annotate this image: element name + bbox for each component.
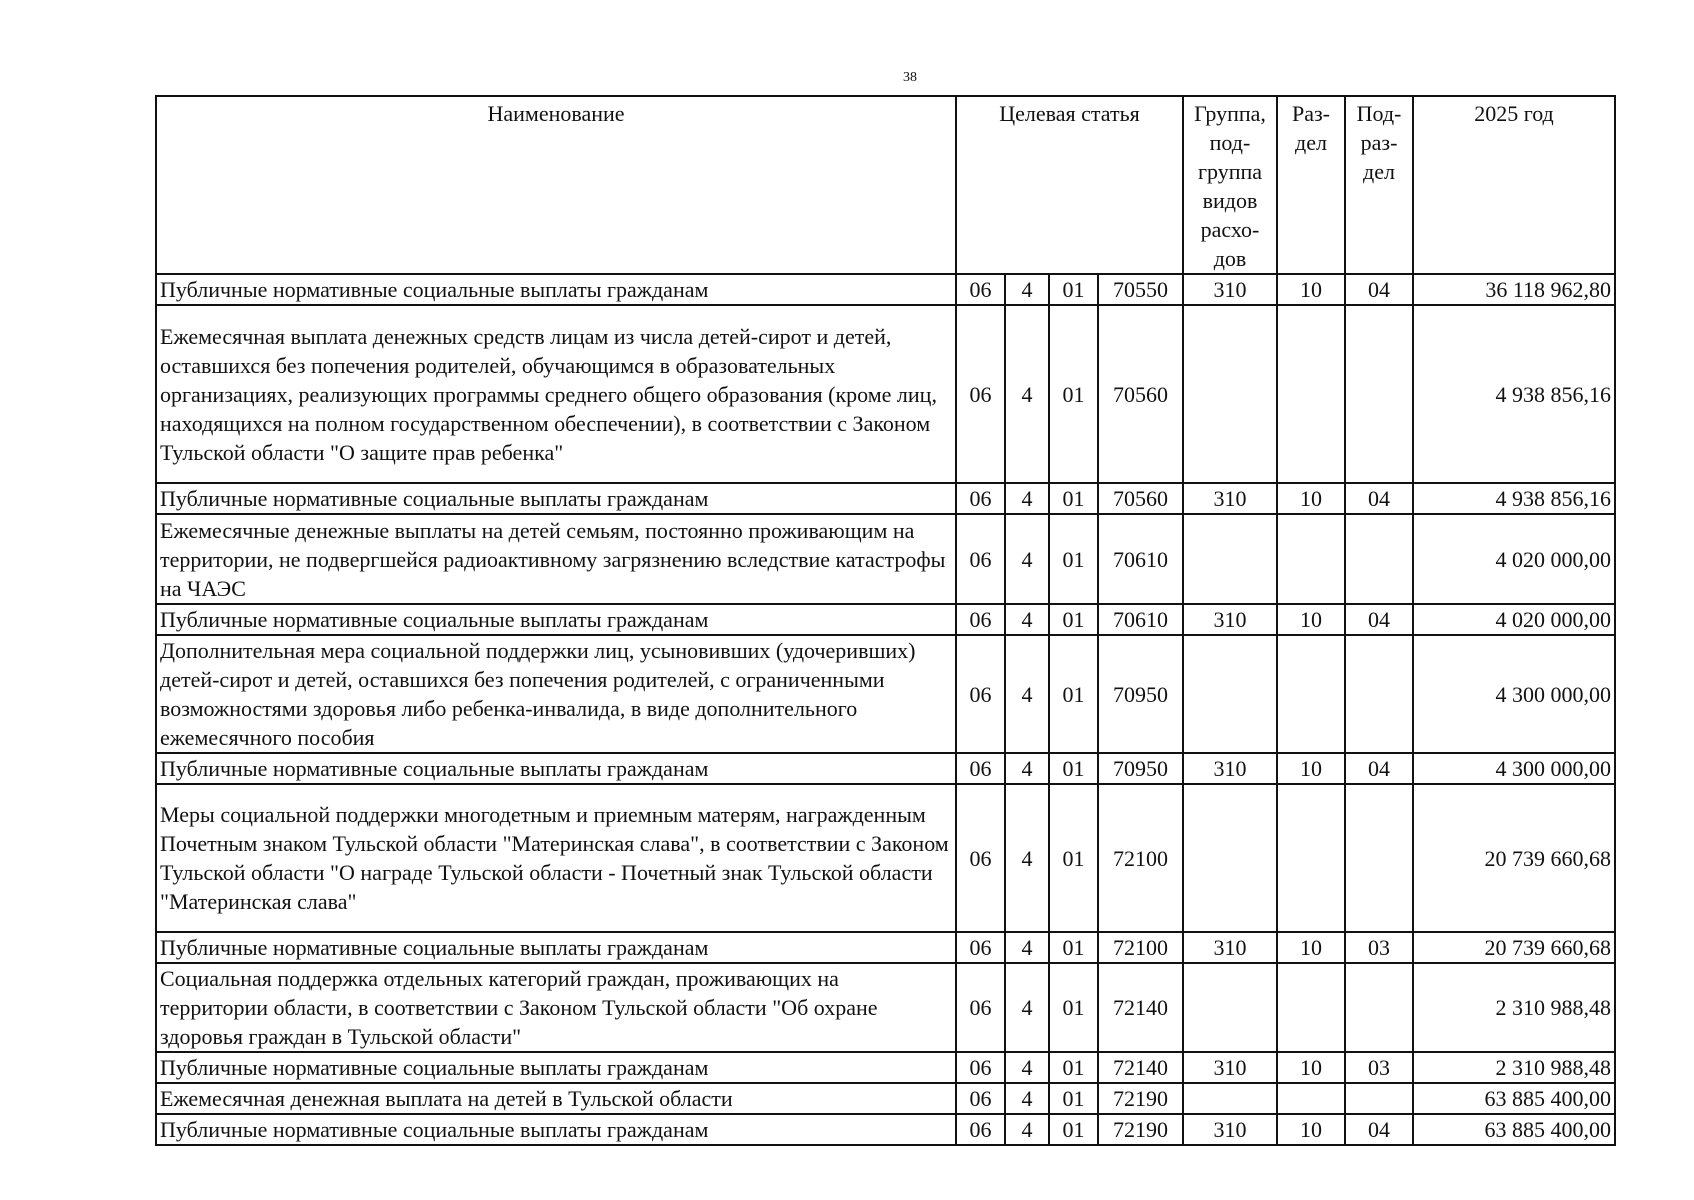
row-code-1: 06 [956,483,1005,514]
row-group: 310 [1183,1052,1277,1083]
row-amount: 4 938 856,16 [1413,483,1615,514]
row-amount: 4 020 000,00 [1413,604,1615,635]
budget-table [155,95,1616,1146]
row-code-4: 70950 [1098,753,1183,784]
table-header-row [156,96,1615,274]
row-code-2: 4 [1005,1083,1049,1114]
row-code-1: 06 [956,604,1005,635]
row-group: 310 [1183,483,1277,514]
row-amount: 20 739 660,68 [1413,784,1615,932]
row-code-3: 01 [1049,274,1098,305]
row-code-2: 4 [1005,514,1049,604]
row-group [1183,1083,1277,1114]
row-code-1: 06 [956,305,1005,483]
row-code-4: 70610 [1098,604,1183,635]
row-code-3: 01 [1049,1083,1098,1114]
row-amount: 36 118 962,80 [1413,274,1615,305]
table-row [156,963,1615,1052]
row-code-3: 01 [1049,514,1098,604]
row-code-2: 4 [1005,784,1049,932]
row-name: Дополнительная мера социальной поддержки лиц, усыновивших (удочеривших) детей-сирот и детей, оставшихся без попечения родителей, с ограниченными возможностями здоровья либо ребенка-инвалида, в виде дополнительного ежемесячного пособия [156,635,956,753]
row-subsection: 04 [1345,604,1413,635]
row-subsection [1345,635,1413,753]
row-group [1183,514,1277,604]
row-name: Ежемесячная выплата денежных средств лицам из числа детей-сирот и детей, оставшихся без попечения родителей, обучающимся в образовательных организациях, реализующих программы среднего общего образования (кроме лиц, находящихся на полном государственном обеспечении), в соответствии с Законом Тульской области "О защите прав ребенка" [156,305,956,483]
row-code-1: 06 [956,932,1005,963]
table-row [156,514,1615,604]
table-row [156,1114,1615,1145]
header-section: Раз-дел [1277,96,1345,274]
row-group: 310 [1183,932,1277,963]
row-section: 10 [1277,753,1345,784]
row-group: 310 [1183,1114,1277,1145]
row-code-3: 01 [1049,963,1098,1052]
row-name: Публичные нормативные социальные выплаты гражданам [156,1052,956,1083]
row-code-4: 72140 [1098,1052,1183,1083]
row-section: 10 [1277,274,1345,305]
row-group: 310 [1183,604,1277,635]
page-number: 38 [903,70,917,85]
row-code-4: 70950 [1098,635,1183,753]
row-group [1183,963,1277,1052]
row-name: Ежемесячные денежные выплаты на детей семьям, постоянно проживающим на территории, не подвергшейся радиоактивному загрязнению вследствие катастрофы на ЧАЭС [156,514,956,604]
row-code-3: 01 [1049,784,1098,932]
row-code-3: 01 [1049,753,1098,784]
row-amount: 63 885 400,00 [1413,1114,1615,1145]
row-section [1277,1083,1345,1114]
row-name: Публичные нормативные социальные выплаты гражданам [156,1114,956,1145]
row-code-2: 4 [1005,635,1049,753]
row-code-3: 01 [1049,1114,1098,1145]
row-code-2: 4 [1005,963,1049,1052]
row-code-4: 72190 [1098,1083,1183,1114]
row-name: Ежемесячная денежная выплата на детей в Тульской области [156,1083,956,1114]
row-section [1277,514,1345,604]
row-section: 10 [1277,932,1345,963]
row-code-2: 4 [1005,932,1049,963]
row-subsection: 03 [1345,932,1413,963]
row-amount: 4 938 856,16 [1413,305,1615,483]
row-group [1183,635,1277,753]
row-code-3: 01 [1049,305,1098,483]
row-name: Публичные нормативные социальные выплаты гражданам [156,932,956,963]
header-expense-group: Группа, под-группа видов расхо-дов [1183,96,1277,274]
row-code-1: 06 [956,963,1005,1052]
row-code-2: 4 [1005,274,1049,305]
row-code-3: 01 [1049,932,1098,963]
row-code-4: 70610 [1098,514,1183,604]
row-code-3: 01 [1049,483,1098,514]
row-subsection: 04 [1345,483,1413,514]
row-code-3: 01 [1049,635,1098,753]
row-code-4: 70560 [1098,305,1183,483]
row-subsection: 04 [1345,1114,1413,1145]
row-amount: 4 300 000,00 [1413,753,1615,784]
row-subsection [1345,784,1413,932]
table-row [156,932,1615,963]
row-group: 310 [1183,274,1277,305]
table-row [156,1052,1615,1083]
row-code-4: 72190 [1098,1114,1183,1145]
row-amount: 4 020 000,00 [1413,514,1615,604]
row-subsection: 03 [1345,1052,1413,1083]
row-amount: 2 310 988,48 [1413,1052,1615,1083]
row-code-1: 06 [956,1052,1005,1083]
row-code-2: 4 [1005,305,1049,483]
table-row [156,274,1615,305]
row-code-3: 01 [1049,604,1098,635]
row-section [1277,963,1345,1052]
table-row [156,604,1615,635]
row-code-4: 72100 [1098,784,1183,932]
row-code-2: 4 [1005,1114,1049,1145]
row-code-4: 72140 [1098,963,1183,1052]
table-body [156,274,1615,1145]
row-section: 10 [1277,1052,1345,1083]
table-row [156,483,1615,514]
row-group: 310 [1183,753,1277,784]
row-code-2: 4 [1005,483,1049,514]
row-name: Социальная поддержка отдельных категорий граждан, проживающих на территории области, в соответствии с Законом Тульской области "Об охране здоровья граждан в Тульской области" [156,963,956,1052]
table-row [156,635,1615,753]
row-section [1277,305,1345,483]
row-code-1: 06 [956,514,1005,604]
row-code-1: 06 [956,274,1005,305]
row-code-4: 70560 [1098,483,1183,514]
row-amount: 4 300 000,00 [1413,635,1615,753]
row-amount: 20 739 660,68 [1413,932,1615,963]
row-section: 10 [1277,1114,1345,1145]
row-code-1: 06 [956,1114,1005,1145]
row-name: Меры социальной поддержки многодетным и приемным матерям, награжденным Почетным знаком Тульской области "Материнская слава", в соответствии с Законом Тульской области "О награде Тульской области - Почетный знак Тульской области "Материнская слава" [156,784,956,932]
row-subsection: 04 [1345,274,1413,305]
row-amount: 63 885 400,00 [1413,1083,1615,1114]
row-group [1183,784,1277,932]
header-name: Наименование [156,96,956,274]
row-code-2: 4 [1005,753,1049,784]
row-name: Публичные нормативные социальные выплаты гражданам [156,753,956,784]
row-subsection: 04 [1345,753,1413,784]
row-subsection [1345,963,1413,1052]
row-code-2: 4 [1005,604,1049,635]
row-subsection [1345,514,1413,604]
row-code-4: 72100 [1098,932,1183,963]
header-target-article: Целевая статья [956,96,1183,274]
row-code-3: 01 [1049,1052,1098,1083]
row-section [1277,635,1345,753]
row-amount: 2 310 988,48 [1413,963,1615,1052]
row-code-1: 06 [956,784,1005,932]
row-code-2: 4 [1005,1052,1049,1083]
row-section: 10 [1277,483,1345,514]
row-code-1: 06 [956,1083,1005,1114]
table-row [156,784,1615,932]
row-code-1: 06 [956,635,1005,753]
row-code-4: 70550 [1098,274,1183,305]
header-subsection: Под-раз-дел [1345,96,1413,274]
header-year: 2025 год [1413,96,1615,274]
table-row [156,753,1615,784]
table-row [156,305,1615,483]
row-subsection [1345,305,1413,483]
row-subsection [1345,1083,1413,1114]
row-section [1277,784,1345,932]
table-row [156,1083,1615,1114]
row-code-1: 06 [956,753,1005,784]
row-name: Публичные нормативные социальные выплаты гражданам [156,604,956,635]
row-section: 10 [1277,604,1345,635]
row-name: Публичные нормативные социальные выплаты гражданам [156,274,956,305]
row-name: Публичные нормативные социальные выплаты гражданам [156,483,956,514]
row-group [1183,305,1277,483]
